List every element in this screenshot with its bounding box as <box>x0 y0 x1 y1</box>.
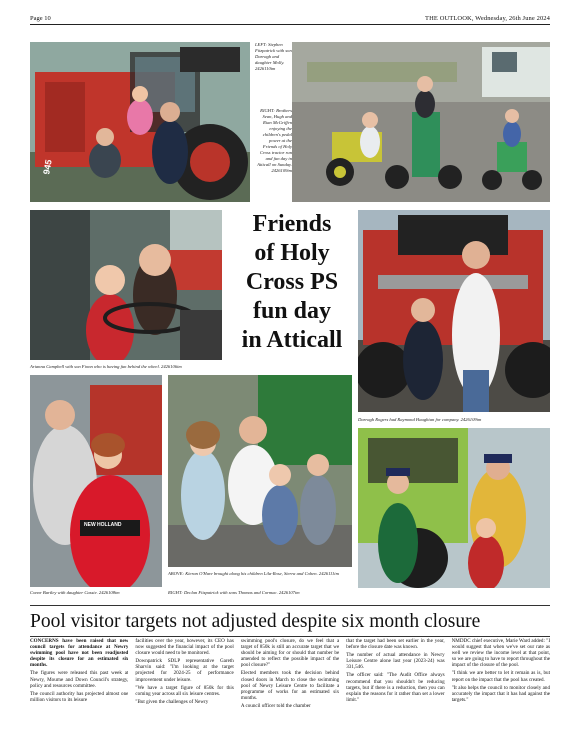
story-paragraph: facilities over the year, however, its CEO has now suggested the financial impact of the pool closure would need to be monitored. <box>135 638 234 657</box>
feature-headline <box>228 210 356 355</box>
caption-mcgriffen: RIGHT: Brothers Sean, Hugh and Rian McGriffen enjoying the children's pedal power at the Friends of Holy Cross tractor run and fun day in Atticall on Sunday. 2426109im <box>257 108 292 173</box>
jersey-sponsor: NEW HOLLAND <box>84 522 122 528</box>
caption-conor: Conor Bartley with daughter Cassie. 2426108im <box>30 590 120 595</box>
story-top-rule <box>30 605 550 606</box>
headline-line-3: Cross PS <box>245 269 339 295</box>
story-bottom-rule <box>30 636 550 637</box>
story-paragraph: A council officer told the chamber <box>240 702 311 709</box>
story-paragraph: The council authority has projected almost one million visitors to its leisure <box>30 690 129 703</box>
story-paragraph: The number of actual attendance in Newry Leisure Centre alone last year (2023-24) was 331,546. <box>346 652 445 671</box>
story-paragraph: NMDDC chief executive, Marie Ward added: "I would suggest that when we've set our rate as well we review the income level at that point, so we are going to have to report throughout the impact of the closure of the pool. <box>451 638 551 669</box>
story-paragraph: "I think we are better to let it remain as is, but report on the impact that the pool has created. <box>451 670 551 683</box>
caption-kieran: ABOVE: Kieran O'Hare brought along his children Lila-Rose, Sierra and Cohen. 2426111im <box>168 571 339 576</box>
story-paragraph: Elected members took the decision behind closed doors in March to close the swimming pool of Newry Leisure Centre to facilitate a programme of works for an estimated six months. <box>240 670 340 701</box>
photo-kieran-ohare <box>168 375 352 567</box>
story-column-3 <box>241 638 339 730</box>
caption-darragh: Darragh Rogers had Raymond Haughian for company. 2426109im <box>358 417 482 422</box>
photo-declan-fitzpatrick <box>358 428 550 588</box>
story-paragraph: "It also helps the council to monitor closely and accurately the impact that it has had against the targets." <box>451 684 551 703</box>
story-column-1 <box>30 638 128 730</box>
caption-fitzpatrick: LEFT: Stephen Fitzpatrick with son Darragh and daughter Molly. 2426110im <box>255 42 292 71</box>
headline-line-1: Friends <box>252 211 332 237</box>
headline-line-4: fun day <box>252 298 332 324</box>
photo-conor-bartley <box>30 375 162 587</box>
page-header <box>30 13 550 25</box>
story-paragraph: Downpatrick SDLP representative Gareth Sharvin said: "I'm looking at the target projected for 2024-25 of performance improvement under leisure. <box>135 658 234 683</box>
story-paragraph: "But given the challenges of Newry <box>135 698 209 705</box>
story-column-2 <box>135 638 233 730</box>
story-body <box>30 638 550 730</box>
photo-darragh-rogers <box>358 210 550 412</box>
tractor-plate: 945 <box>41 158 54 176</box>
publication-line: THE OUTLOOK, Wednesday, 26th June 2024 <box>425 15 550 22</box>
story-paragraph: "We have a target figure of 850k for this coming year across all six leisure centres. <box>135 684 234 697</box>
story-paragraph: The officer said: "The Audit Office always recommend that you shouldn't be reducing targets, but if there is a reduction, then you can explain the reasons for it rather than set a lower limit." <box>346 672 445 703</box>
page-number: Page 10 <box>30 15 51 22</box>
headline-line-5: in Atticall <box>241 327 343 353</box>
story-paragraph: CONCERNS have been raised that new council targets for attendance at Newry swimming pool have not been readjusted despite its closure for an estimated six months. <box>30 638 129 669</box>
headline-line-2: of Holy <box>254 240 330 266</box>
story-column-5 <box>452 638 550 730</box>
caption-arianna: Arianna Campbell with son Fionn who is having fun behind the wheel. 2426106im <box>30 364 182 369</box>
story-paragraph: The figures were released this past week at Newry, Mourne and Down Council's strategy, policy and resources committee. <box>30 670 129 689</box>
caption-declan: RIGHT: Declan Fitzpatrick with sons Thomas and Cormac. 2426107im <box>168 590 300 595</box>
story-column-4 <box>346 638 444 730</box>
photo-fitzpatrick-tractor <box>30 42 250 202</box>
photo-arianna-campbell <box>30 210 222 360</box>
photo-pedal-tractors <box>292 42 550 202</box>
story-paragraph: swimming pool's closure, do we feel that a target of 850k is still an accurate target that we should be aiming for or should that number be amended to reflect the possible impact of the pool closure?" <box>240 638 340 669</box>
story-paragraph: that the target had been set earlier in the year, before the closure date was known. <box>346 638 445 651</box>
story-headline: Pool visitor targets not adjusted despite six month closure <box>30 611 481 632</box>
